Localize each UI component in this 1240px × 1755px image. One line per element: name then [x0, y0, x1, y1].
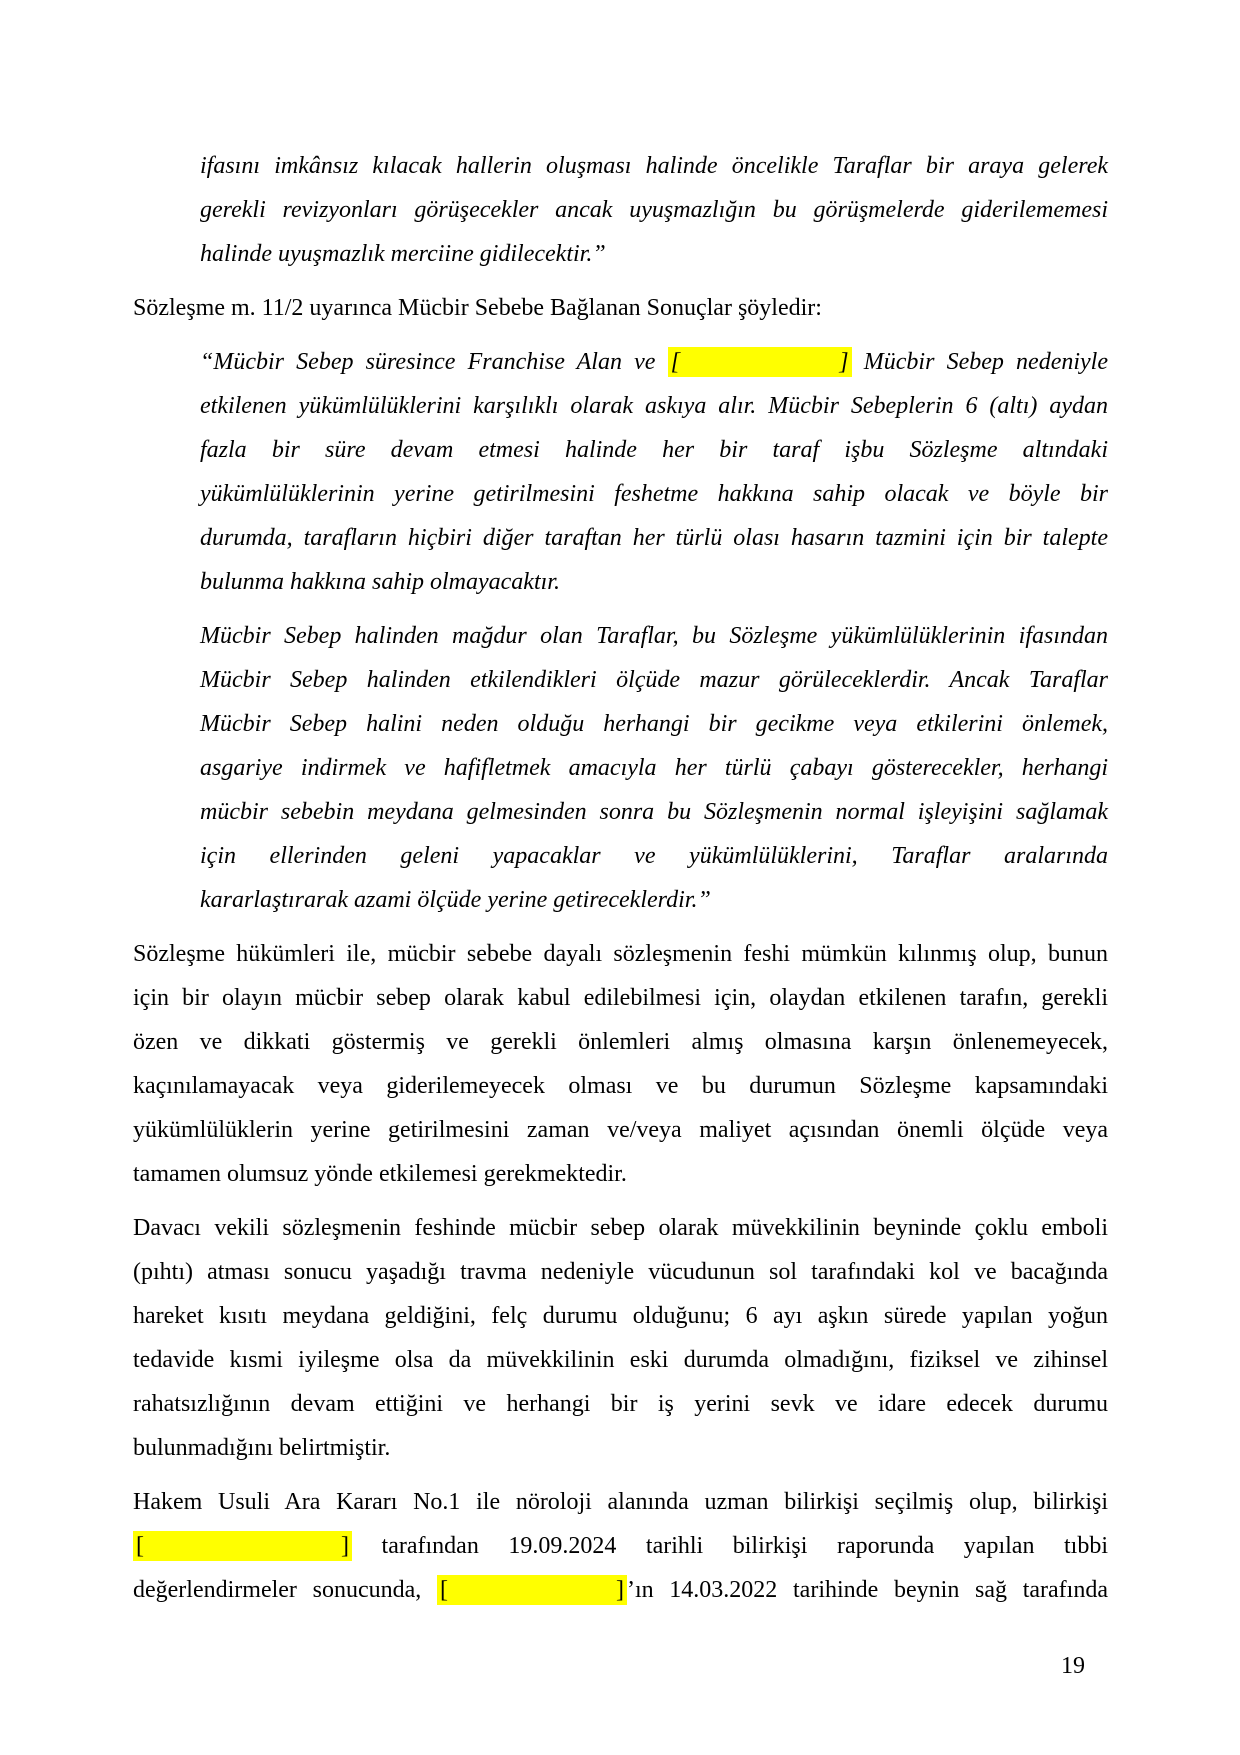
text-segment: rahatsızlığının devam ettiğini ve herhangi bir iş yerini sevk ve idare edecek durumu — [133, 1391, 1108, 1417]
text-segment: bulunma hakkına sahip olmayacaktır. — [200, 569, 560, 595]
text-segment: mücbir sebebin meydana gelmesinden sonra bu Sözleşmenin normal işleyişini sağlamak — [200, 799, 1108, 825]
text-line — [200, 702, 1108, 746]
text-line — [133, 1020, 1108, 1064]
redaction-close-bracket: ] — [615, 1577, 624, 1603]
text-segment: özen ve dikkati göstermiş ve gerekli önlemleri almış olmasına karşın önlenemeyecek, — [133, 1029, 1108, 1055]
redaction-highlight — [437, 1575, 627, 1605]
text-line — [133, 1382, 1108, 1426]
text-line — [200, 384, 1108, 428]
body-intro-m11-2 — [133, 286, 1108, 330]
text-segment: Mücbir Sebep halinden mağdur olan Taraflar, bu Sözleşme yükümlülüklerinin ifasından — [200, 623, 1108, 649]
text-segment: halinde uyuşmazlık merciine gidilecektir.” — [200, 241, 606, 267]
text-segment: hareket kısıtı meydana geldiğini, felç durumu olduğunu; 6 ayı aşkın sürede yapılan yoğun — [133, 1303, 1108, 1329]
redaction-open-bracket: [ — [136, 1533, 144, 1559]
text-segment: Davacı vekili sözleşmenin feshinde mücbir sebep olarak müvekkilinin beyninde çoklu emboli — [133, 1215, 1108, 1241]
text-line — [133, 1338, 1108, 1382]
text-segment: tamamen olumsuz yönde etkilemesi gerekmektedir. — [133, 1161, 627, 1187]
text-segment: etkilenen yükümlülüklerini karşılıklı olarak askıya alır. Mücbir Sebeplerin 6 (altı) aydan — [200, 393, 1108, 419]
text-segment: (pıhtı) atması sonucu yaşadığı travma nedeniyle vücudunun sol tarafındaki kol ve bacağında — [133, 1259, 1108, 1285]
text-line — [133, 1064, 1108, 1108]
text-line — [200, 834, 1108, 878]
text-segment: fazla bir süre devam etmesi halinde her bir taraf işbu Sözleşme altındaki — [200, 437, 1108, 463]
text-segment: için ellerinden geleni yapacaklar ve yükümlülüklerini, Taraflar aralarında — [200, 843, 1108, 869]
quote-mucbir-sebep-mazur — [133, 614, 1108, 922]
text-segment: yükümlülüklerinin yerine getirilmesini feshetme hakkına sahip olacak ve böyle bir — [200, 481, 1108, 507]
text-line — [200, 188, 1108, 232]
text-segment: Sözleşme m. 11/2 uyarınca Mücbir Sebebe Bağlanan Sonuçlar şöyledir: — [133, 295, 822, 321]
text-segment: durumda, tarafların hiçbiri diğer taraftan her türlü olası hasarın tazmini için bir talepte — [200, 525, 1108, 551]
text-segment: “Mücbir Sebep süresince Franchise Alan ve — [200, 349, 668, 375]
text-line — [133, 286, 1108, 330]
text-segment: Mücbir Sebep nedeniyle — [851, 349, 1109, 375]
body-davaci-vekili — [133, 1206, 1108, 1470]
text-line — [200, 428, 1108, 472]
text-line — [200, 340, 1108, 384]
text-segment: Sözleşme hükümleri ile, mücbir sebebe dayalı sözleşmenin feshi mümkün kılınmış olup, bunun — [133, 941, 1108, 967]
page-number: 19 — [1061, 1653, 1085, 1679]
text-line — [200, 232, 1108, 276]
text-line — [133, 1480, 1108, 1524]
text-line — [133, 1294, 1108, 1338]
text-segment: Mücbir Sebep halini neden olduğu herhangi bir gecikme veya etkilerini önlemek, — [200, 711, 1108, 737]
text-line — [200, 614, 1108, 658]
text-segment: asgariye indirmek ve hafifletmek amacıyla her türlü çabayı gösterecekler, herhangi — [200, 755, 1108, 781]
text-segment: kaçınılamayacak veya giderilemeyecek olması ve bu durumun Sözleşme kapsamındaki — [133, 1073, 1108, 1099]
text-line — [200, 516, 1108, 560]
text-line — [200, 878, 1108, 922]
redaction-close-bracket: ] — [341, 1533, 349, 1559]
body-sozlesme-hukumleri — [133, 932, 1108, 1196]
document-body — [133, 144, 1108, 1622]
text-segment: bulunmadığını belirtmiştir. — [133, 1435, 391, 1461]
text-line — [200, 746, 1108, 790]
text-line — [200, 790, 1108, 834]
quote-continuation — [133, 144, 1108, 276]
text-segment: kararlaştırarak azami ölçüde yerine getireceklerdir.” — [200, 887, 711, 913]
redaction-close-bracket: ] — [839, 349, 849, 375]
text-line — [133, 1206, 1108, 1250]
text-segment: için bir olayın mücbir sebep olarak kabul edilebilmesi için, olaydan etkilenen tarafın, gerekli — [133, 985, 1108, 1011]
text-line — [133, 1152, 1108, 1196]
text-line — [200, 560, 1108, 604]
text-segment: Hakem Usuli Ara Kararı No.1 ile nöroloji alanında uzman bilirkişi seçilmiş olup, bilirkişi — [133, 1489, 1108, 1515]
text-line — [133, 976, 1108, 1020]
body-hakem-usuli-ara-karari — [133, 1480, 1108, 1612]
text-segment: ifasını imkânsız kılacak hallerin oluşması halinde öncelikle Taraflar bir araya gelerek — [200, 153, 1108, 179]
text-segment: tedavide kısmi iyileşme olsa da müvekkilinin eski durumda olmadığını, fiziksel ve zihinsel — [133, 1347, 1108, 1373]
text-line — [200, 658, 1108, 702]
text-segment: değerlendirmeler sonucunda, — [133, 1577, 437, 1603]
text-line — [133, 932, 1108, 976]
text-segment: yükümlülüklerin yerine getirilmesini zaman ve/veya maliyet açısından önemli ölçüde veya — [133, 1117, 1108, 1143]
redaction-open-bracket: [ — [670, 349, 680, 375]
text-line — [133, 1524, 1108, 1568]
redaction-highlight — [668, 347, 852, 377]
text-line — [133, 1568, 1108, 1612]
text-line — [200, 144, 1108, 188]
text-segment: gerekli revizyonları görüşecekler ancak uyuşmazlığın bu görüşmelerde giderilememesi — [200, 197, 1108, 223]
text-line — [133, 1426, 1108, 1470]
text-line — [133, 1108, 1108, 1152]
quote-mucbir-sebep-askiya-alma — [133, 340, 1108, 604]
text-segment: ’ın 14.03.2022 tarihinde beynin sağ tarafında — [626, 1577, 1108, 1603]
redaction-highlight — [133, 1531, 352, 1561]
text-line — [200, 472, 1108, 516]
text-segment: tarafından 19.09.2024 tarihli bilirkişi raporunda yapılan tıbbi — [352, 1533, 1108, 1559]
text-segment: Mücbir Sebep halinden etkilendikleri ölçüde mazur görüleceklerdir. Ancak Taraflar — [200, 667, 1108, 693]
redaction-open-bracket: [ — [439, 1577, 448, 1603]
text-line — [133, 1250, 1108, 1294]
